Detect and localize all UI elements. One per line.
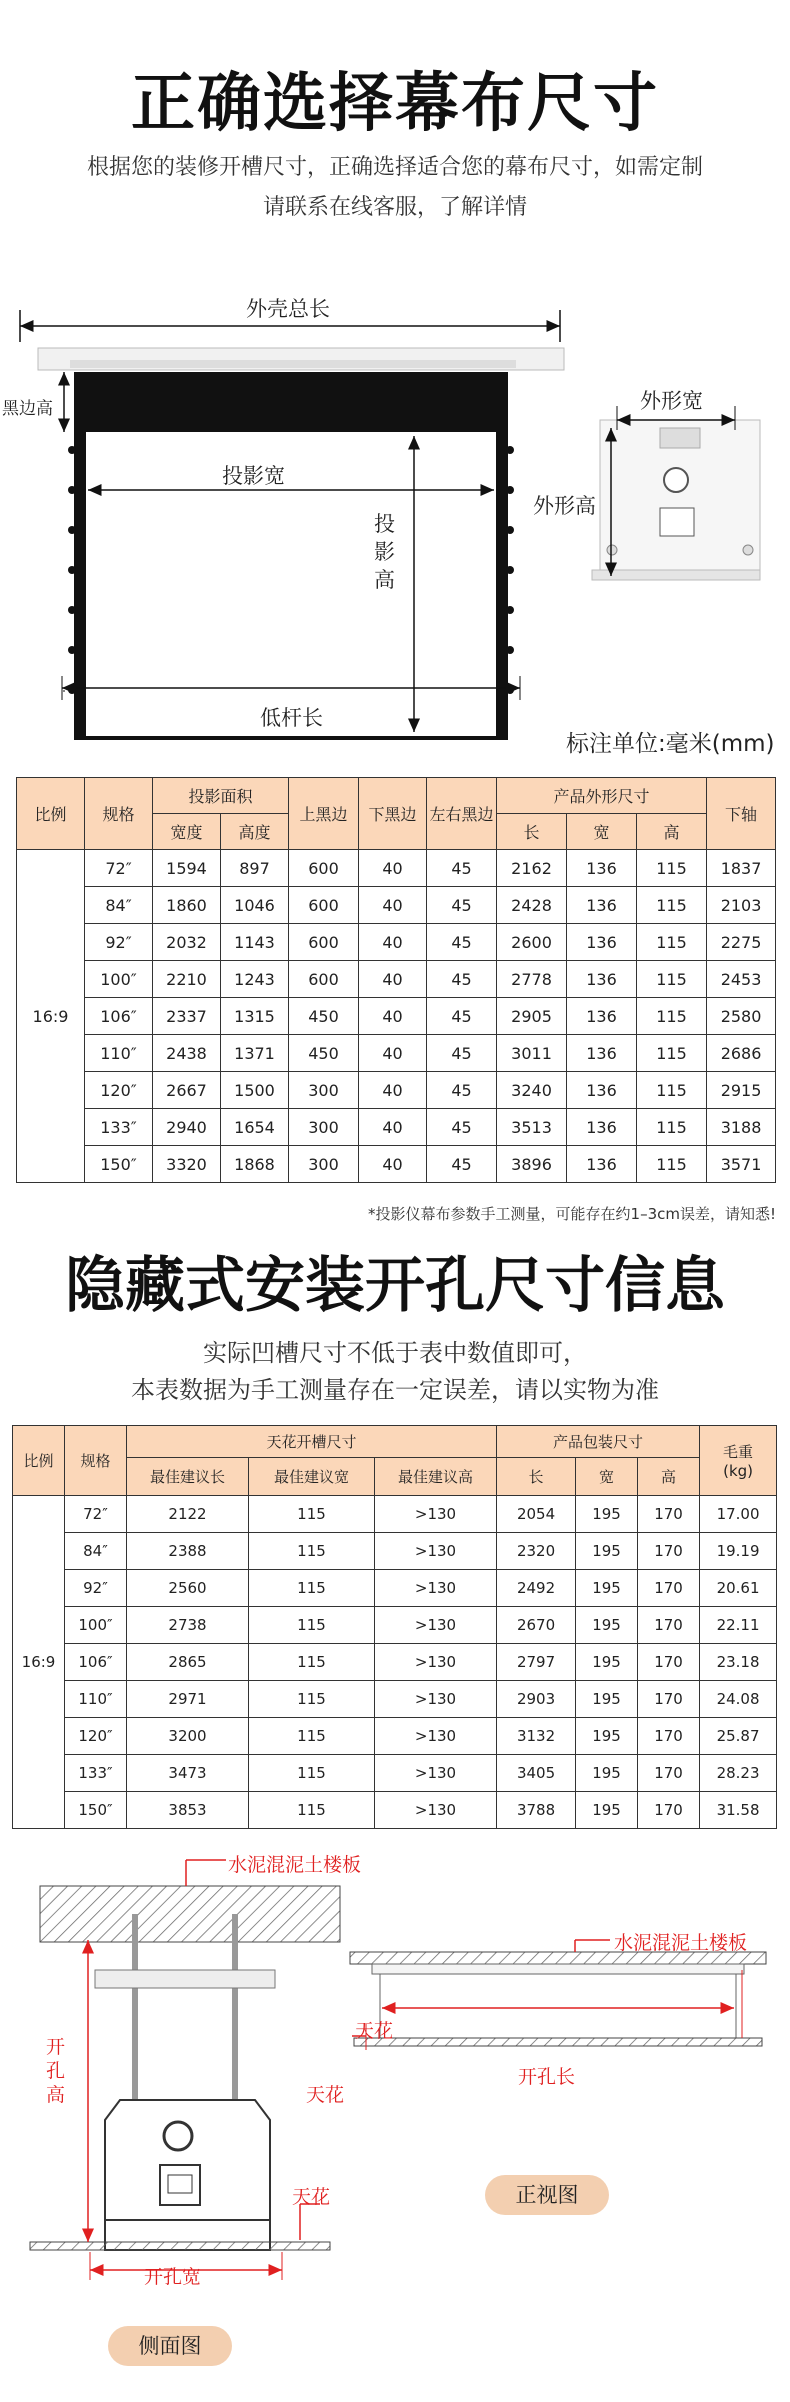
opening-length-label: 开孔长 <box>518 2066 576 2088</box>
install-size-table <box>12 1425 777 1829</box>
table-cell: 897 <box>221 850 289 887</box>
table-cell: 72″ <box>85 850 153 887</box>
ceiling-label-2: 天花 <box>292 2186 331 2208</box>
bottom-bar-length-label: 低杆长 <box>260 706 323 730</box>
table-cell: >130 <box>375 1792 497 1829</box>
table-cell: 115 <box>249 1755 375 1792</box>
table-cell: 2686 <box>707 1035 776 1072</box>
table-cell: 170 <box>638 1755 700 1792</box>
table-cell: >130 <box>375 1496 497 1533</box>
table-cell: 170 <box>638 1496 700 1533</box>
outer-width-label: 外形宽 <box>640 389 703 413</box>
table-cell: 450 <box>289 998 359 1035</box>
table-cell: 3405 <box>497 1755 576 1792</box>
table-cell: 40 <box>359 924 427 961</box>
table-cell: 115 <box>637 1072 707 1109</box>
table-cell: 115 <box>249 1533 375 1570</box>
table-cell: 72″ <box>65 1496 127 1533</box>
opening-height-label: 开孔高 <box>46 2036 66 2106</box>
table-cell: 115 <box>637 887 707 924</box>
table-cell: 45 <box>427 1072 497 1109</box>
table-cell: 195 <box>576 1496 638 1533</box>
table-cell: 115 <box>249 1496 375 1533</box>
table-cell: 136 <box>567 1072 637 1109</box>
table-cell: >130 <box>375 1607 497 1644</box>
table-cell: 136 <box>567 961 637 998</box>
table-cell: 170 <box>638 1644 700 1681</box>
t2-header-best-length: 最佳建议长 <box>127 1458 249 1496</box>
table-cell: 3132 <box>497 1718 576 1755</box>
table-cell: 3788 <box>497 1792 576 1829</box>
table-cell: 3571 <box>707 1146 776 1183</box>
bottom-bar-arrow <box>0 670 790 710</box>
table-cell: 195 <box>576 1644 638 1681</box>
table-cell: 2580 <box>707 998 776 1035</box>
table-cell: 195 <box>576 1681 638 1718</box>
table-cell: 3200 <box>127 1718 249 1755</box>
table-cell: 45 <box>427 1146 497 1183</box>
table-cell: 115 <box>637 961 707 998</box>
table-cell: 3011 <box>497 1035 567 1072</box>
table-row <box>17 887 776 924</box>
header-ratio: 比例 <box>17 778 85 850</box>
table-cell: 1654 <box>221 1109 289 1146</box>
header-spec: 规格 <box>85 778 153 850</box>
t2-header-ceiling-slot: 天花开槽尺寸 <box>127 1426 497 1458</box>
table-cell: 195 <box>576 1755 638 1792</box>
table-cell: 115 <box>249 1644 375 1681</box>
table-cell: 600 <box>289 850 359 887</box>
table-row <box>13 1792 777 1829</box>
table-cell: >130 <box>375 1644 497 1681</box>
table-cell: 2162 <box>497 850 567 887</box>
t2-header-gross-weight <box>700 1426 777 1496</box>
table-cell: 170 <box>638 1681 700 1718</box>
table-cell: 115 <box>249 1718 375 1755</box>
ratio-cell: 16:9 <box>17 850 85 1183</box>
table-cell: 110″ <box>65 1681 127 1718</box>
table-cell: 2560 <box>127 1570 249 1607</box>
table-cell: 110″ <box>85 1035 153 1072</box>
table-cell: 150″ <box>85 1146 153 1183</box>
table-cell: 133″ <box>85 1109 153 1146</box>
table-cell: 1594 <box>153 850 221 887</box>
table-cell: 100″ <box>85 961 153 998</box>
table-cell: 2915 <box>707 1072 776 1109</box>
header-h: 高 <box>637 814 707 850</box>
t2-header-length: 长 <box>497 1458 576 1496</box>
t2-header-gross-weight-text: 毛重 <box>723 1443 754 1461</box>
table-cell: 84″ <box>85 887 153 924</box>
t2-header-h: 高 <box>638 1458 700 1496</box>
table-cell: 2905 <box>497 998 567 1035</box>
table-cell: >130 <box>375 1570 497 1607</box>
table-cell: 195 <box>576 1792 638 1829</box>
table-cell: 100″ <box>65 1607 127 1644</box>
table-cell: 1868 <box>221 1146 289 1183</box>
table-cell: 115 <box>637 924 707 961</box>
table-cell: 2122 <box>127 1496 249 1533</box>
table-row <box>13 1718 777 1755</box>
table-cell: 150″ <box>65 1792 127 1829</box>
table-cell: 40 <box>359 1146 427 1183</box>
table-row <box>13 1570 777 1607</box>
table-row <box>17 1146 776 1183</box>
table-cell: 2667 <box>153 1072 221 1109</box>
header-height: 高度 <box>221 814 289 850</box>
footnote: *投影仪幕布参数手工测量，可能存在约1–3cm误差，请知悉! <box>368 1205 776 1223</box>
table-cell: 115 <box>249 1792 375 1829</box>
concrete-slab-side-label: 水泥混泥土楼板 <box>228 1854 362 1876</box>
table-cell: 40 <box>359 1035 427 1072</box>
table-cell: 2054 <box>497 1496 576 1533</box>
table-cell: 2275 <box>707 924 776 961</box>
table-cell: >130 <box>375 1681 497 1718</box>
table-cell: 84″ <box>65 1533 127 1570</box>
front-view-badge: 正视图 <box>485 2175 609 2215</box>
table-row <box>17 1109 776 1146</box>
projection-height-label: 投影高 <box>374 512 395 592</box>
table-cell: 115 <box>249 1607 375 1644</box>
table-cell: 17.00 <box>700 1496 777 1533</box>
table-cell: 2438 <box>153 1035 221 1072</box>
table-cell: 115 <box>637 1109 707 1146</box>
header-top-black: 上黑边 <box>289 778 359 850</box>
table-cell: 2940 <box>153 1109 221 1146</box>
section2-intro-line-1: 实际凹槽尺寸不低于表中数值即可， <box>203 1339 587 1367</box>
ratio-cell: 16:9 <box>13 1496 65 1829</box>
table-cell: 136 <box>567 1146 637 1183</box>
table-cell: 92″ <box>65 1570 127 1607</box>
table-cell: 300 <box>289 1072 359 1109</box>
table-cell: 45 <box>427 850 497 887</box>
table-cell: 115 <box>249 1570 375 1607</box>
header-proj-area: 投影面积 <box>153 778 289 814</box>
header-outer-size: 产品外形尺寸 <box>497 778 707 814</box>
table-row <box>17 961 776 998</box>
black-edge-height-label: 黑边高 <box>2 399 53 419</box>
table-cell: 136 <box>567 1035 637 1072</box>
ceiling-front-label: 天花 <box>355 2020 394 2042</box>
table-cell: 3188 <box>707 1109 776 1146</box>
t2-header-best-width: 最佳建议宽 <box>249 1458 375 1496</box>
table-cell: 600 <box>289 961 359 998</box>
table-cell: 3853 <box>127 1792 249 1829</box>
table-cell: 92″ <box>85 924 153 961</box>
side-view-badge: 侧面图 <box>108 2326 232 2366</box>
table-cell: 23.18 <box>700 1644 777 1681</box>
table-cell: 170 <box>638 1607 700 1644</box>
ceiling-label-1: 天花 <box>306 2084 345 2106</box>
unit-note: 标注单位:毫米(mm) <box>566 731 775 757</box>
page-title: 正确选择幕布尺寸 <box>131 67 659 141</box>
table-cell: 1315 <box>221 998 289 1035</box>
t2-header-package-size: 产品包装尺寸 <box>497 1426 700 1458</box>
outer-length-label: 外壳总长 <box>246 297 330 321</box>
table-cell: 170 <box>638 1718 700 1755</box>
table-cell: 136 <box>567 1109 637 1146</box>
table-cell: 1046 <box>221 887 289 924</box>
table-cell: 106″ <box>65 1644 127 1681</box>
table-cell: 2865 <box>127 1644 249 1681</box>
table-cell: 2428 <box>497 887 567 924</box>
table-row <box>17 1072 776 1109</box>
table-cell: 195 <box>576 1718 638 1755</box>
header-bottom-axis: 下轴 <box>707 778 776 850</box>
table-cell: 2337 <box>153 998 221 1035</box>
table-row <box>13 1496 777 1533</box>
table-cell: 106″ <box>85 998 153 1035</box>
table-cell: 2971 <box>127 1681 249 1718</box>
table-cell: 2032 <box>153 924 221 961</box>
table-cell: 115 <box>637 850 707 887</box>
table-row <box>17 998 776 1035</box>
table-cell: 45 <box>427 961 497 998</box>
table-cell: 2903 <box>497 1681 576 1718</box>
table-cell: 2453 <box>707 961 776 998</box>
table-cell: 133″ <box>65 1755 127 1792</box>
header-width: 宽度 <box>153 814 221 850</box>
table-cell: 136 <box>567 850 637 887</box>
table-row <box>17 850 776 887</box>
table-cell: 22.11 <box>700 1607 777 1644</box>
intro-line-2: 请联系在线客服，了解详情 <box>262 195 527 220</box>
table-cell: 136 <box>567 887 637 924</box>
table-cell: 19.19 <box>700 1533 777 1570</box>
table-row <box>13 1533 777 1570</box>
concrete-slab-front-label: 水泥混泥土楼板 <box>614 1932 748 1954</box>
table-cell: 20.61 <box>700 1570 777 1607</box>
intro-line-1: 根据您的装修开槽尺寸，正确选择适合您的幕布尺寸，如需定制 <box>86 155 703 180</box>
table-cell: 195 <box>576 1533 638 1570</box>
table-cell: 3513 <box>497 1109 567 1146</box>
t2-header-best-height: 最佳建议高 <box>375 1458 497 1496</box>
header-bottom-black: 下黑边 <box>359 778 427 850</box>
table-cell: 195 <box>576 1607 638 1644</box>
projection-width-label: 投影宽 <box>222 464 285 488</box>
table-row <box>17 1035 776 1072</box>
installation-diagram <box>0 1840 790 2400</box>
table-cell: 2670 <box>497 1607 576 1644</box>
opening-width-label: 开孔宽 <box>144 2266 202 2288</box>
table-row <box>13 1644 777 1681</box>
table-cell: >130 <box>375 1718 497 1755</box>
table-cell: 45 <box>427 924 497 961</box>
table-cell: 24.08 <box>700 1681 777 1718</box>
table-cell: 40 <box>359 850 427 887</box>
table-cell: 40 <box>359 998 427 1035</box>
table-cell: 25.87 <box>700 1718 777 1755</box>
t2-header-w: 宽 <box>576 1458 638 1496</box>
table-cell: 2103 <box>707 887 776 924</box>
table-cell: 3473 <box>127 1755 249 1792</box>
table-cell: 2778 <box>497 961 567 998</box>
table-cell: 1371 <box>221 1035 289 1072</box>
table-cell: 2600 <box>497 924 567 961</box>
table-cell: 2388 <box>127 1533 249 1570</box>
table-cell: 600 <box>289 924 359 961</box>
t2-header-spec: 规格 <box>65 1426 127 1496</box>
outer-height-label: 外形高 <box>533 494 596 518</box>
table-cell: 1500 <box>221 1072 289 1109</box>
table-cell: 28.23 <box>700 1755 777 1792</box>
table-cell: 2797 <box>497 1644 576 1681</box>
table-cell: 1243 <box>221 961 289 998</box>
header-w: 宽 <box>567 814 637 850</box>
table-row <box>13 1755 777 1792</box>
header-side-black: 左右黑边 <box>427 778 497 850</box>
table-cell: 120″ <box>85 1072 153 1109</box>
table-cell: 40 <box>359 887 427 924</box>
table-cell: 40 <box>359 961 427 998</box>
table-cell: 40 <box>359 1072 427 1109</box>
table-cell: 115 <box>637 998 707 1035</box>
table-cell: 45 <box>427 1035 497 1072</box>
install-size-table-body <box>13 1496 777 1829</box>
table-cell: 3896 <box>497 1146 567 1183</box>
table-cell: 31.58 <box>700 1792 777 1829</box>
table-cell: 45 <box>427 887 497 924</box>
table-cell: >130 <box>375 1533 497 1570</box>
t2-header-ratio: 比例 <box>13 1426 65 1496</box>
table-cell: 300 <box>289 1109 359 1146</box>
table-cell: 170 <box>638 1570 700 1607</box>
table-cell: 2210 <box>153 961 221 998</box>
table-row <box>13 1607 777 1644</box>
table-cell: 170 <box>638 1792 700 1829</box>
table-cell: 40 <box>359 1109 427 1146</box>
table-cell: 1860 <box>153 887 221 924</box>
screen-size-table <box>16 777 776 1183</box>
table-cell: 136 <box>567 998 637 1035</box>
table-cell: 115 <box>637 1146 707 1183</box>
table-cell: 600 <box>289 887 359 924</box>
section2-title: 隐藏式安装开孔尺寸信息 <box>65 1251 725 1321</box>
table-row <box>17 924 776 961</box>
table-cell: 3320 <box>153 1146 221 1183</box>
t2-header-kg: (kg) <box>723 1462 754 1480</box>
table-cell: 1143 <box>221 924 289 961</box>
table-cell: 195 <box>576 1570 638 1607</box>
table-cell: 300 <box>289 1146 359 1183</box>
table-cell: 170 <box>638 1533 700 1570</box>
table-cell: 120″ <box>65 1718 127 1755</box>
table-cell: 2738 <box>127 1607 249 1644</box>
table-cell: 1837 <box>707 850 776 887</box>
header-length: 长 <box>497 814 567 850</box>
table-cell: 2492 <box>497 1570 576 1607</box>
table-cell: 115 <box>249 1681 375 1718</box>
table-cell: 45 <box>427 1109 497 1146</box>
table-row <box>13 1681 777 1718</box>
screen-size-table-body <box>17 850 776 1183</box>
table-cell: >130 <box>375 1755 497 1792</box>
table-cell: 136 <box>567 924 637 961</box>
table-cell: 450 <box>289 1035 359 1072</box>
section2-intro-line-2: 本表数据为手工测量存在一定误差，请以实物为准 <box>131 1376 659 1404</box>
table-cell: 45 <box>427 998 497 1035</box>
table-cell: 3240 <box>497 1072 567 1109</box>
table-cell: 2320 <box>497 1533 576 1570</box>
table-cell: 115 <box>637 1035 707 1072</box>
